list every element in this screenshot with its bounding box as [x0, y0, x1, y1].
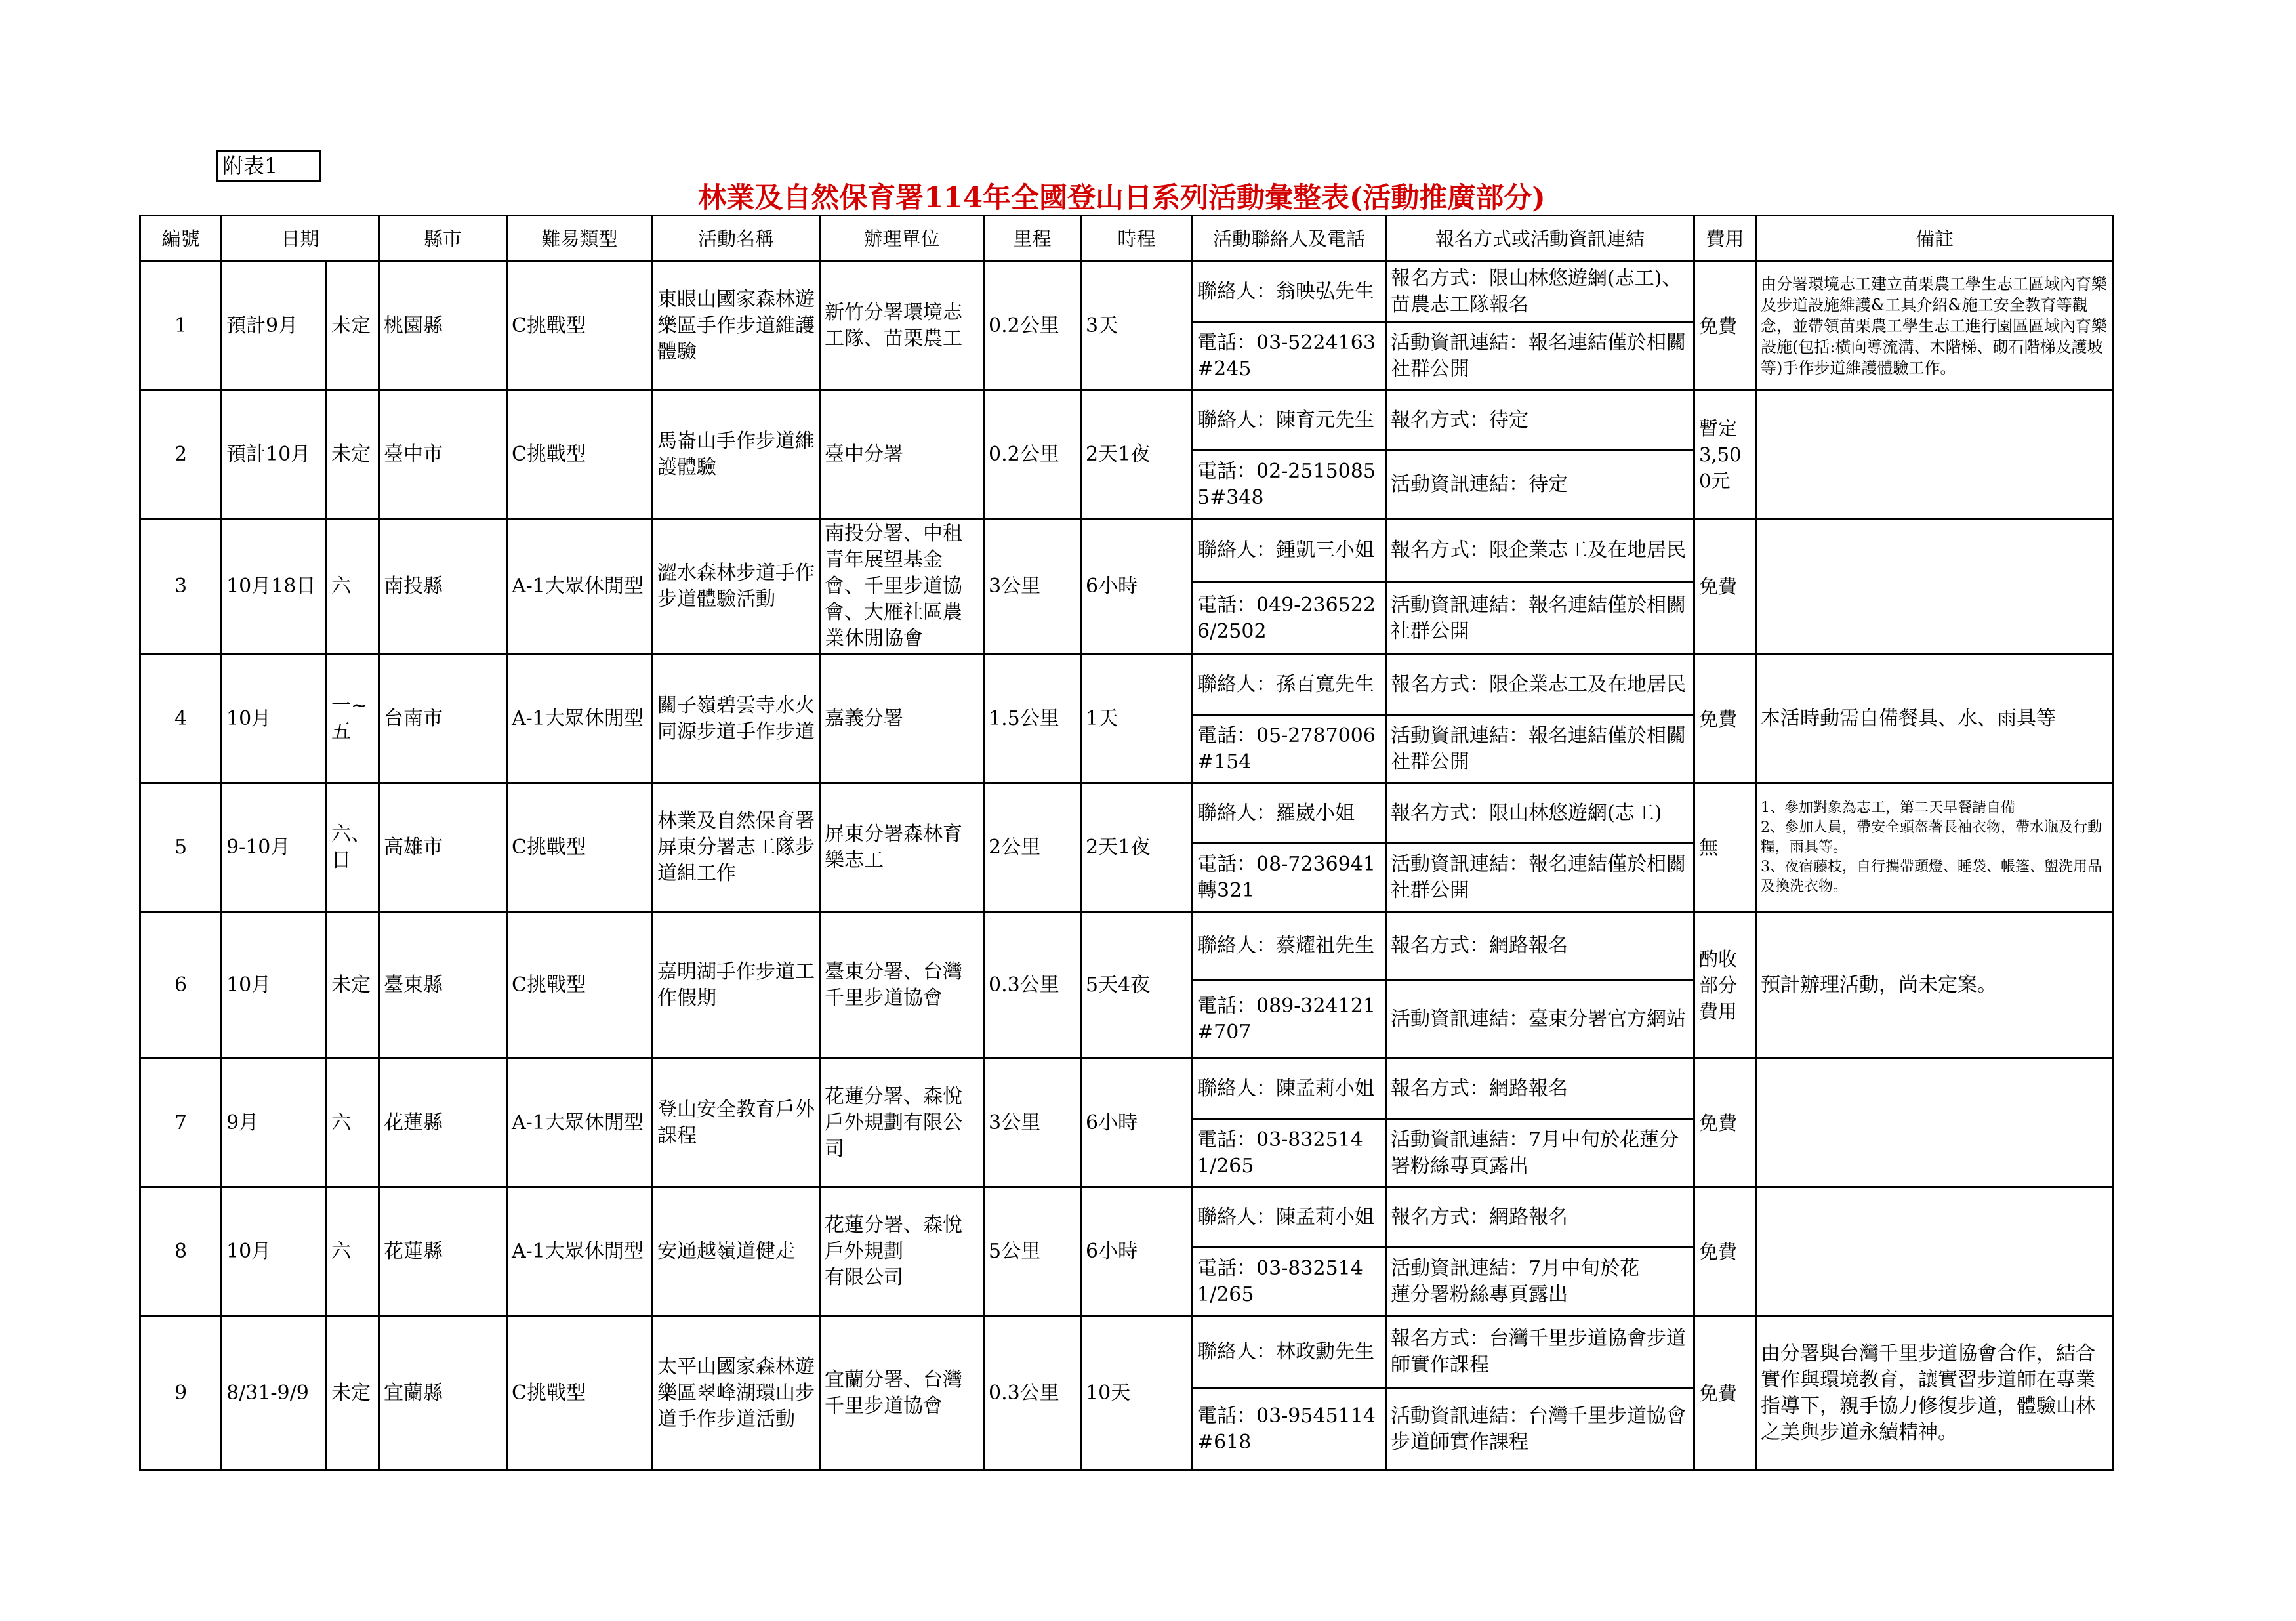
row-difficulty: A-1大眾休閒型 — [507, 655, 653, 783]
row-organizer: 花蓮分署、森悅戶外規劃有限公司 — [820, 1059, 984, 1187]
row-contact-person: 聯絡人：翁映弘先生 — [1193, 262, 1386, 322]
row-contact-person: 聯絡人：陳孟莉小姐 — [1193, 1059, 1386, 1119]
row-county: 臺東縣 — [379, 912, 507, 1059]
header-remarks: 備註 — [1756, 216, 2114, 262]
row-number: 3 — [140, 519, 222, 655]
row-remarks — [1756, 1059, 2114, 1187]
header-name: 活動名稱 — [653, 216, 820, 262]
row-activity-name: 安通越嶺道健走 — [653, 1187, 820, 1316]
row-registration-method: 報名方式：限山林悠遊網(志工) — [1386, 783, 1694, 844]
row-number: 1 — [140, 262, 222, 390]
row-number: 5 — [140, 783, 222, 912]
activity-table — [139, 215, 2114, 1471]
row-fee: 酌收部分費用 — [1694, 912, 1756, 1059]
row-duration: 1天 — [1081, 655, 1193, 783]
row-registration-method: 報名方式：網路報名 — [1386, 1059, 1694, 1119]
row-registration-link: 活動資訊連結：臺東分署官方網站 — [1386, 981, 1694, 1059]
row-registration-link: 活動資訊連結：7月中旬於花 蓮分署粉絲專頁露出 — [1386, 1248, 1694, 1316]
row-difficulty: C挑戰型 — [507, 1316, 653, 1471]
row-contact-phone: 電話：03-8325141/265 — [1193, 1119, 1386, 1187]
header-duration: 時程 — [1081, 216, 1193, 262]
row-county: 臺中市 — [379, 390, 507, 519]
row-contact-phone: 電話：08-7236941轉321 — [1193, 844, 1386, 912]
row-date: 10月 — [222, 1187, 327, 1316]
row-activity-name: 嘉明湖手作步道工作假期 — [653, 912, 820, 1059]
row-activity-name: 東眼山國家森林遊樂區手作步道維護體驗 — [653, 262, 820, 390]
row-number: 4 — [140, 655, 222, 783]
row-weekday: 未定 — [327, 390, 379, 519]
row-registration-method: 報名方式：網路報名 — [1386, 912, 1694, 981]
row-weekday: 六 — [327, 1059, 379, 1187]
header-date: 日期 — [222, 216, 379, 262]
row-fee: 免費 — [1694, 1059, 1756, 1187]
row-distance: 3公里 — [984, 519, 1081, 655]
row-remarks: 1、參加對象為志工，第二天早餐請自備 2、參加人員，帶安全頭盔著長袖衣物，帶水瓶及行動糧，雨具等。 3、夜宿藤枝，自行攜帶頭燈、睡袋、帳篷、盥洗用品及換洗衣物。 — [1756, 783, 2114, 912]
row-number: 8 — [140, 1187, 222, 1316]
row-registration-link: 活動資訊連結：報名連結僅於相關社群公開 — [1386, 583, 1694, 655]
row-date: 10月18日 — [222, 519, 327, 655]
row-weekday: 六 — [327, 519, 379, 655]
row-registration-method: 報名方式：台灣千里步道協會步道師實作課程 — [1386, 1316, 1694, 1389]
row-difficulty: A-1大眾休閒型 — [507, 1187, 653, 1316]
row-contact-person: 聯絡人：林政勳先生 — [1193, 1316, 1386, 1389]
row-fee: 免費 — [1694, 262, 1756, 390]
row-county: 台南市 — [379, 655, 507, 783]
row-activity-name: 太平山國家森林遊樂區翠峰湖環山步道手作步道活動 — [653, 1316, 820, 1471]
row-contact-person: 聯絡人：陳孟莉小姐 — [1193, 1187, 1386, 1248]
row-duration: 6小時 — [1081, 1059, 1193, 1187]
row-duration: 2天1夜 — [1081, 390, 1193, 519]
row-activity-name: 關子嶺碧雲寺水火同源步道手作步道 — [653, 655, 820, 783]
row-difficulty: C挑戰型 — [507, 390, 653, 519]
table-row — [140, 519, 2114, 583]
row-weekday: 未定 — [327, 1316, 379, 1471]
row-distance: 5公里 — [984, 1187, 1081, 1316]
header-contact: 活動聯絡人及電話 — [1193, 216, 1386, 262]
page-title: 林業及自然保育署114年全國登山日系列活動彙整表(活動推廣部分) — [698, 182, 1546, 215]
row-registration-method: 報名方式：限企業志工及在地居民 — [1386, 519, 1694, 583]
header-fee: 費用 — [1694, 216, 1756, 262]
row-weekday: 未定 — [327, 912, 379, 1059]
row-organizer: 新竹分署環境志工隊、苗栗農工 — [820, 262, 984, 390]
header-registration: 報名方式或活動資訊連結 — [1386, 216, 1694, 262]
row-number: 7 — [140, 1059, 222, 1187]
header-distance: 里程 — [984, 216, 1081, 262]
row-date: 預計10月 — [222, 390, 327, 519]
row-difficulty: A-1大眾休閒型 — [507, 519, 653, 655]
row-organizer: 臺中分署 — [820, 390, 984, 519]
row-date: 10月 — [222, 655, 327, 783]
row-organizer: 臺東分署、台灣千里步道協會 — [820, 912, 984, 1059]
annex-label: 附表1 — [216, 150, 321, 182]
row-number: 2 — [140, 390, 222, 519]
row-remarks — [1756, 1187, 2114, 1316]
row-date: 預計9月 — [222, 262, 327, 390]
row-remarks — [1756, 390, 2114, 519]
row-date: 10月 — [222, 912, 327, 1059]
row-registration-link: 活動資訊連結：報名連結僅於相關社群公開 — [1386, 715, 1694, 783]
row-date: 9月 — [222, 1059, 327, 1187]
row-difficulty: C挑戰型 — [507, 783, 653, 912]
row-registration-method: 報名方式：限山林悠遊網(志工)、苗農志工隊報名 — [1386, 262, 1694, 322]
row-weekday: 一~五 — [327, 655, 379, 783]
row-contact-person: 聯絡人：孫百寬先生 — [1193, 655, 1386, 715]
row-registration-method: 報名方式：待定 — [1386, 390, 1694, 451]
row-contact-phone: 電話：03-5224163#245 — [1193, 322, 1386, 390]
row-number: 9 — [140, 1316, 222, 1471]
row-duration: 10天 — [1081, 1316, 1193, 1471]
row-contact-phone: 電話：03-8325141/265 — [1193, 1248, 1386, 1316]
row-date: 9-10月 — [222, 783, 327, 912]
row-contact-phone: 電話：02-25150855#348 — [1193, 451, 1386, 519]
header-organizer: 辦理單位 — [820, 216, 984, 262]
row-county: 高雄市 — [379, 783, 507, 912]
row-difficulty: C挑戰型 — [507, 912, 653, 1059]
row-distance: 0.2公里 — [984, 262, 1081, 390]
row-registration-link: 活動資訊連結：台灣千里步道協會步道師實作課程 — [1386, 1389, 1694, 1471]
row-duration: 2天1夜 — [1081, 783, 1193, 912]
row-contact-phone: 電話：03-9545114#618 — [1193, 1389, 1386, 1471]
table-body — [140, 262, 2114, 1471]
row-registration-link: 活動資訊連結：待定 — [1386, 451, 1694, 519]
row-organizer: 花蓮分署、森悅戶外規劃 有限公司 — [820, 1187, 984, 1316]
row-number: 6 — [140, 912, 222, 1059]
row-contact-phone: 電話：05-2787006#154 — [1193, 715, 1386, 783]
row-registration-link: 活動資訊連結：7月中旬於花蓮分署粉絲專頁露出 — [1386, 1119, 1694, 1187]
table-row — [140, 655, 2114, 715]
row-weekday: 六、日 — [327, 783, 379, 912]
row-fee: 免費 — [1694, 1316, 1756, 1471]
row-remarks — [1756, 519, 2114, 655]
header-no: 編號 — [140, 216, 222, 262]
row-registration-link: 活動資訊連結：報名連結僅於相關社群公開 — [1386, 322, 1694, 390]
table-row — [140, 1187, 2114, 1248]
row-county: 花蓮縣 — [379, 1059, 507, 1187]
row-contact-person: 聯絡人：蔡耀祖先生 — [1193, 912, 1386, 981]
row-weekday: 未定 — [327, 262, 379, 390]
row-distance: 1.5公里 — [984, 655, 1081, 783]
row-contact-phone: 電話：089-324121#707 — [1193, 981, 1386, 1059]
row-fee: 免費 — [1694, 1187, 1756, 1316]
row-organizer: 嘉義分署 — [820, 655, 984, 783]
row-difficulty: C挑戰型 — [507, 262, 653, 390]
header-difficulty: 難易類型 — [507, 216, 653, 262]
table-row — [140, 1059, 2114, 1119]
row-distance: 0.3公里 — [984, 1316, 1081, 1471]
row-duration: 3天 — [1081, 262, 1193, 390]
table-row — [140, 912, 2114, 981]
row-duration: 5天4夜 — [1081, 912, 1193, 1059]
row-county: 宜蘭縣 — [379, 1316, 507, 1471]
row-remarks: 由分署與台灣千里步道協會合作，結合實作與環境教育，讓實習步道師在專業指導下，親手協力修復步道，體驗山林之美與步道永續精神。 — [1756, 1316, 2114, 1471]
table-row — [140, 1316, 2114, 1389]
row-distance: 0.2公里 — [984, 390, 1081, 519]
row-contact-person: 聯絡人：陳育元先生 — [1193, 390, 1386, 451]
row-difficulty: A-1大眾休閒型 — [507, 1059, 653, 1187]
row-duration: 6小時 — [1081, 1187, 1193, 1316]
row-organizer: 屏東分署森林育樂志工 — [820, 783, 984, 912]
header-row — [140, 216, 2114, 262]
row-fee: 免費 — [1694, 655, 1756, 783]
row-activity-name: 林業及自然保育署屏東分署志工隊步道組工作 — [653, 783, 820, 912]
row-duration: 6小時 — [1081, 519, 1193, 655]
row-fee: 暫定3,500元 — [1694, 390, 1756, 519]
row-organizer: 南投分署、中租青年展望基金會、千里步道協會、大雁社區農業休閒協會 — [820, 519, 984, 655]
table-row — [140, 390, 2114, 451]
row-county: 花蓮縣 — [379, 1187, 507, 1316]
row-registration-method: 報名方式：網路報名 — [1386, 1187, 1694, 1248]
row-fee: 無 — [1694, 783, 1756, 912]
row-registration-link: 活動資訊連結：報名連結僅於相關社群公開 — [1386, 844, 1694, 912]
row-distance: 0.3公里 — [984, 912, 1081, 1059]
row-remarks: 預計辦理活動，尚未定案。 — [1756, 912, 2114, 1059]
row-contact-person: 聯絡人：鍾凱三小姐 — [1193, 519, 1386, 583]
table-row — [140, 262, 2114, 322]
row-remarks: 本活時動需自備餐具、水、雨具等 — [1756, 655, 2114, 783]
row-county: 桃園縣 — [379, 262, 507, 390]
row-contact-phone: 電話：049-2365226/2502 — [1193, 583, 1386, 655]
row-activity-name: 登山安全教育戶外課程 — [653, 1059, 820, 1187]
row-weekday: 六 — [327, 1187, 379, 1316]
row-distance: 3公里 — [984, 1059, 1081, 1187]
row-registration-method: 報名方式：限企業志工及在地居民 — [1386, 655, 1694, 715]
row-organizer: 宜蘭分署、台灣千里步道協會 — [820, 1316, 984, 1471]
row-remarks: 由分署環境志工建立苗栗農工學生志工區域內育樂及步道設施維護&工具介紹&施工安全教育等觀念，並帶領苗栗農工學生志工進行園區區域內育樂設施(包括:橫向導流溝、木階梯、砌石階梯及護坡等)手作步道維護體驗工作。 — [1756, 262, 2114, 390]
row-county: 南投縣 — [379, 519, 507, 655]
row-contact-person: 聯絡人：羅崴小姐 — [1193, 783, 1386, 844]
row-activity-name: 馬崙山手作步道維護體驗 — [653, 390, 820, 519]
header-county: 縣市 — [379, 216, 507, 262]
row-distance: 2公里 — [984, 783, 1081, 912]
row-date: 8/31-9/9 — [222, 1316, 327, 1471]
row-activity-name: 澀水森林步道手作步道體驗活動 — [653, 519, 820, 655]
row-fee: 免費 — [1694, 519, 1756, 655]
table-row — [140, 783, 2114, 844]
